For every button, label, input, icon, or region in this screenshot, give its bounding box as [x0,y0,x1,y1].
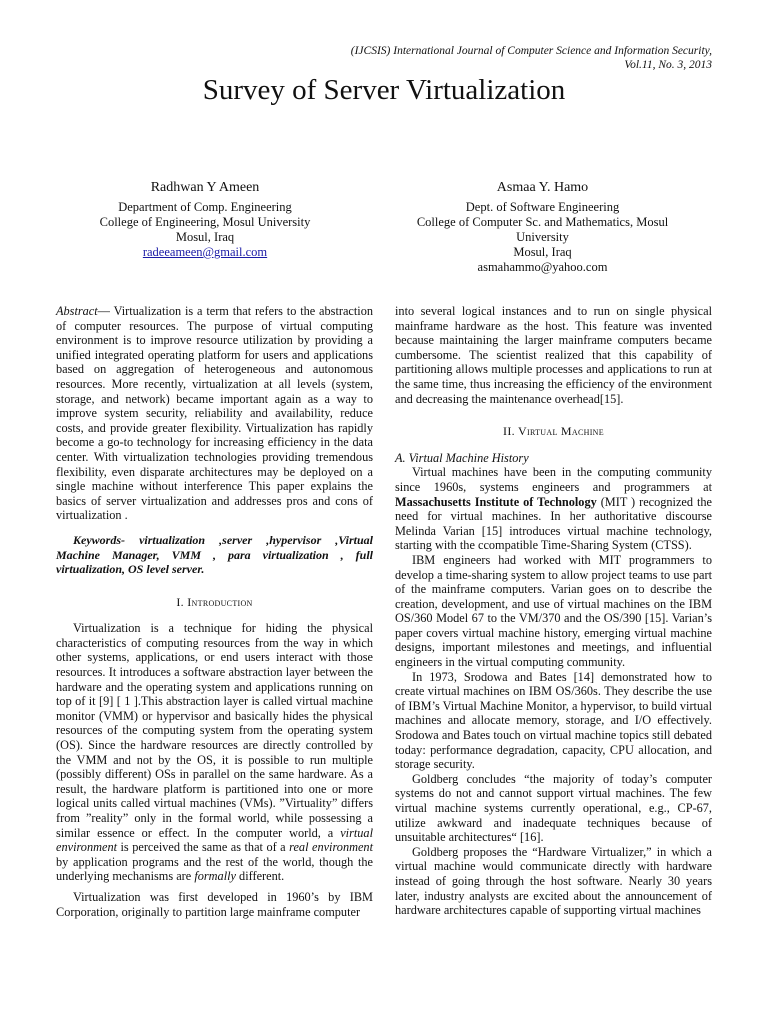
abstract-dash: — [97,304,114,318]
author-name: Radhwan Y Ameen [150,180,260,195]
intro-paragraph-1: Virtualization is a technique for hiding the physical characteristics of computing resources from the way in which other systems, applications, or end users interact with those resources. It introduces a software abstraction layer between the hardware and the operating system and applications running on top of it [9] [ 1 ].This abstraction layer is called virtual machine monitor (VMM) or hypervisor and basically hides the physical resources of the computing system from the operating system (OS). Since the hardware resources are directly controlled by the VMM and not by the OS, it is possible to run multiple (possibly different) OSs in parallel on the same hardware. As a result, the hardware platform is partitioned into one or more logical units called virtual machines (VMs). ”Virtuality” differs from ”reality” only in the formal world, while possessing a similar essence or effect. In the computer world, a virtual environment is perceived the same as that of a real environment by application programs and the rest of the world, though the underlying mechanisms are formally different. [56,621,373,884]
author-dept: Department of Comp. Engineering [118,200,292,214]
author-location: Mosul, Iraq [513,245,572,259]
paper-title: Survey of Server Virtualization [202,74,566,106]
journal-name: (IJCSIS) International Journal of Computer Science and Information Security, [350,45,712,57]
author-block-2 [400,180,685,275]
vm-history-paragraph-5: Goldberg proposes the “Hardware Virtualizer,” in which a virtual machine would communicate directly with hardware instead of going through the host software. Nearly 30 years later, industry analysts are excited about the announcement of hardware architectures capable of supporting virtual machines [395,844,712,918]
author-dept: Dept. of Software Engineering [465,200,620,214]
right-column [395,304,712,918]
author-name: Asmaa Y. Hamo [496,180,589,195]
section-heading-virtual-machine: II. Virtual Machine [503,424,604,439]
author-college: College of Computer Sc. and Mathematics, Mosul University [416,215,669,244]
author-email-link[interactable]: radeeameen@gmail.com [142,245,268,259]
intro-paragraph-2: Virtualization was first developed in 1960’s by IBM Corporation, originally to partition large mainframe computer [56,889,373,919]
vm-history-paragraph-1: Virtual machines have been in the computing community since 1960s, systems engineers and programmers at Massachusetts Institute of Technology (MIT ) recognized the need for virtual machines. In her authoritative discourse Melinda Varian [15] introduces virtual machine technology, starting with the ccompatible Time-Sharing System (CTSS). [395,465,712,553]
intro-paragraph-2-continued: into several logical instances and to run on single physical mainframe hardware as the host. This feature was invented because maintaining the larger mainframe computers became cumbersome. The scientist realized that this capability of partitioning allows multiple processes and applications to run at the same time, thus increasing the efficiency of the environment and decreasing the maintenance overhead[15]. [395,304,712,406]
vm-history-paragraph-2: IBM engineers had worked with MIT programmers to develop a time-sharing system to allow project teams to use part of the mainframe computers. Varian goes on to describe the creation, development, and use of virtual machines on the IBM OS/360 Model 67 to the VM/370 and the OS/390 [15]. Varian’s paper covers virtual machine history, emerging virtual machine designs, important milestones and meetings, and influential engineers in the virtual computing community. [395,552,712,670]
vm-history-paragraph-4: Goldberg concludes “the majority of today’s computer systems do not and cannot support virtual machines. The few virtual machine systems currently operational, e.g., CP-67, utilize awkward and inadequate techniques because of unsuitable architectures“ [16]. [395,771,712,845]
left-column [56,304,373,934]
abstract-text: Virtualization is a term that refers to the abstraction of computer resources. The purpose of virtual computing environment is to improve resource utilization by providing a unified integrated operating platform for users and applications based on aggregation of heterogeneous and autonomous resources. More recently, virtualization at all levels (system, storage, and network) became important again as a way to improve system security, reliability and availability, reduce costs, and provide greater flexibility. Virtualization has rapidly become a go-to technology for increasing efficiency in the data center. With virtualization technologies providing tremendous flexibility, even disparate architectures may be deployed on a single machine without interference This paper explains the basics of server virtualization and addresses pros and cons of virtualization . [56,304,373,523]
author-block-1 [80,180,330,260]
abstract [56,304,373,523]
author-email: asmahammo@yahoo.com [477,260,608,274]
abstract-label: Abstract [56,304,98,318]
journal-header [351,44,712,72]
journal-volume: Vol.11, No. 3, 2013 [624,59,712,71]
subsection-heading-history: A. Virtual Machine History [395,450,529,465]
author-location: Mosul, Iraq [175,230,235,244]
vm-history-paragraph-3: In 1973, Srodowa and Bates [14] demonstrated how to create virtual machines on IBM OS/360s. They describe the use of IBM’s Virtual Machine Monitor, a hypervisor, to build virtual machines and allocate memory, storage, and I/O effectively. Srodowa and Bates touch on virtual machine topics still debated today: performance degradation, capacity, CPU allocation, and storage security. [395,669,712,772]
section-heading-introduction: I. Introduction [176,594,253,609]
author-college: College of Engineering, Mosul University [99,215,311,229]
keywords: Keywords- virtualization ,server ,hypervisor ,Virtual Machine Manager, VMM , para virtualization , full virtualization, OS level server. [56,532,373,577]
